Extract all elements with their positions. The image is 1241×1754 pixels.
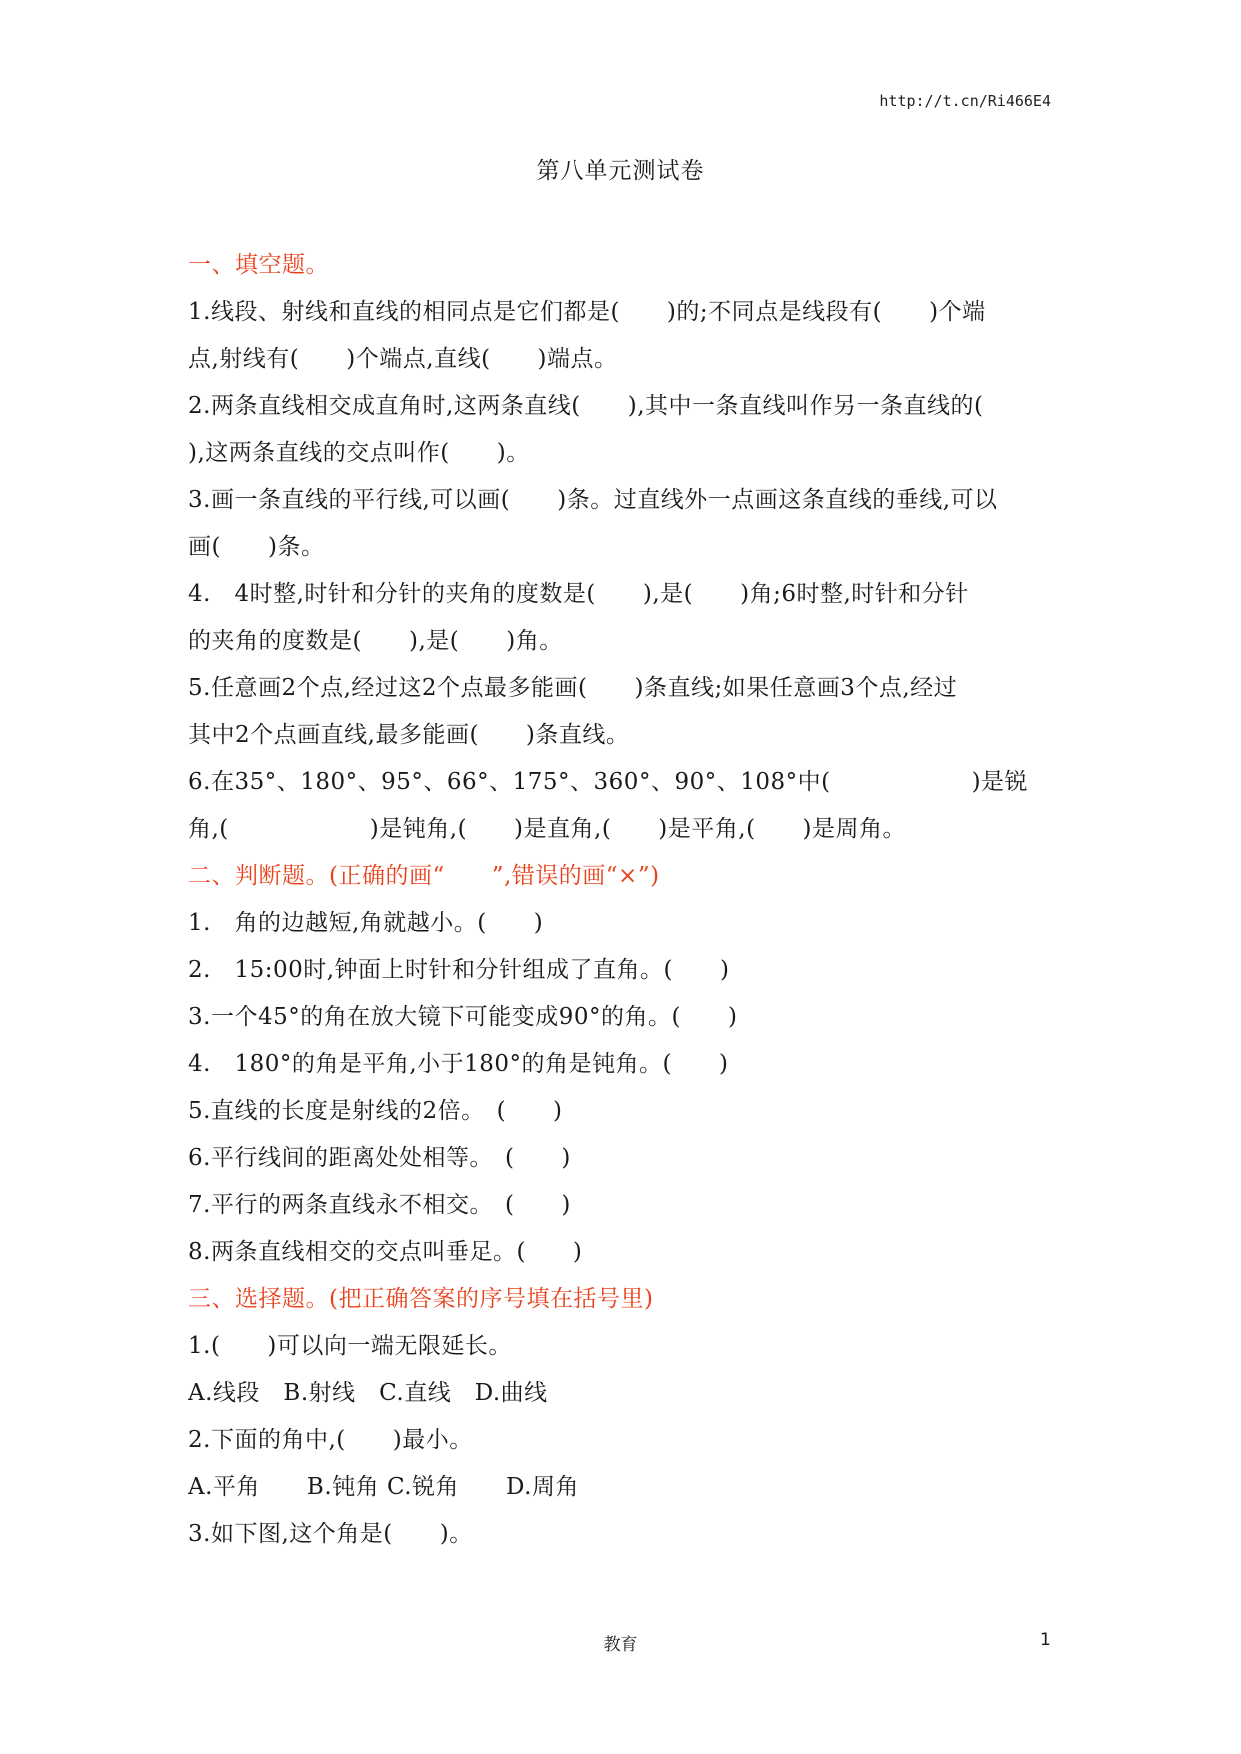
question-line: 1. 角的边越短,角就越小。( ) (188, 910, 544, 936)
page-number: 1 (1040, 1630, 1051, 1650)
question-line: 点,射线有( )个端点,直线( )端点。 (188, 346, 618, 372)
question-line: 1.( )可以向一端无限延长。 (188, 1333, 512, 1359)
question-line: 5.直线的长度是射线的2倍。 ( ) (188, 1098, 563, 1124)
section-heading: 三、选择题。(把正确答案的序号填在括号里) (188, 1286, 654, 1312)
section-heading: 一、填空题。 (188, 252, 329, 278)
question-line: 5.任意画2个点,经过这2个点最多能画( )条直线;如果任意画3个点,经过 (188, 675, 958, 701)
question-line: 的夹角的度数是( ),是( )角。 (188, 628, 563, 654)
question-line: A.线段 B.射线 C.直线 D.曲线 (188, 1380, 548, 1406)
question-line: 1.线段、射线和直线的相同点是它们都是( )的;不同点是线段有( )个端 (188, 299, 986, 325)
question-line: ),这两条直线的交点叫作( )。 (188, 440, 530, 466)
question-line: 3.一个45°的角在放大镜下可能变成90°的角。( ) (188, 1004, 738, 1030)
question-line: 画( )条。 (188, 534, 325, 560)
question-line: 2. 15:00时,钟面上时针和分针组成了直角。( ) (188, 957, 730, 983)
question-line: A.平角 B.钝角 C.锐角 D.周角 (188, 1474, 579, 1500)
question-line: 6.在35°、180°、95°、66°、175°、360°、90°、108°中( )是锐 (188, 769, 1029, 795)
question-line: 其中2个点画直线,最多能画( )条直线。 (188, 722, 630, 748)
footer-label: 教育 (603, 1635, 638, 1655)
question-line: 3.如下图,这个角是( )。 (188, 1521, 473, 1547)
page-title: 第八单元测试卷 (536, 158, 705, 184)
source-url: http://t.cn/Ri466E4 (879, 92, 1051, 110)
question-line: 2.两条直线相交成直角时,这两条直线( ),其中一条直线叫作另一条直线的( (188, 393, 984, 419)
question-line: 8.两条直线相交的交点叫垂足。( ) (188, 1239, 583, 1265)
question-line: 7.平行的两条直线永不相交。 ( ) (188, 1192, 571, 1218)
question-line: 4. 4时整,时针和分针的夹角的度数是( ),是( )角;6时整,时针和分针 (188, 581, 969, 607)
section-heading: 二、判断题。(正确的画“ ”,错误的画“×”) (188, 863, 660, 889)
exam-content (188, 242, 1058, 1558)
question-line: 3.画一条直线的平行线,可以画( )条。过直线外一点画这条直线的垂线,可以 (188, 487, 998, 513)
question-line: 4. 180°的角是平角,小于180°的角是钝角。( ) (188, 1051, 729, 1077)
question-line: 6.平行线间的距离处处相等。 ( ) (188, 1145, 571, 1171)
question-line: 角,( )是钝角,( )是直角,( )是平角,( )是周角。 (188, 816, 907, 842)
question-line: 2.下面的角中,( )最小。 (188, 1427, 473, 1453)
